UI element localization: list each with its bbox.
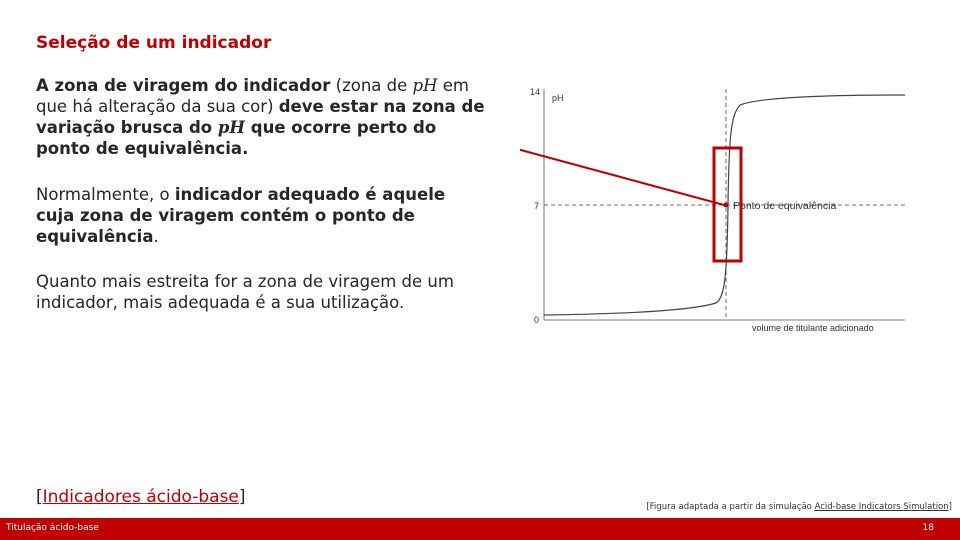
paragraph-adequate-indicator <box>36 184 486 247</box>
y-tick-7: 7 <box>534 201 540 211</box>
p1-bold-2: deve estar na zona de variação brusca do <box>36 97 485 137</box>
paragraph-indicator-zone <box>36 75 486 159</box>
p2-text-1: Normalmente, o <box>36 185 175 204</box>
slide-title: Seleção de um indicador <box>36 33 272 53</box>
caption-prefix: [Figura adaptada a partir da simulação <box>646 502 815 512</box>
paragraph-narrow-zone: Quanto mais estreita for a zona de viragem de um indicador, mais adequada é a sua utilização. <box>36 272 454 312</box>
y-tick-14: 14 <box>530 87 541 97</box>
footer-topic: Titulação ácido-base <box>6 523 99 533</box>
p1-text-1: (zona de <box>330 76 413 95</box>
y-tick-0: 0 <box>534 315 540 325</box>
indicators-link[interactable]: Indicadores ácido-base <box>42 487 239 507</box>
link-close-bracket: ] <box>238 487 246 507</box>
caption-simulation-link[interactable]: Acid-base Indicators Simulation <box>814 502 949 512</box>
pointer-line <box>520 126 724 205</box>
equivalence-point-marker <box>724 203 729 208</box>
p1-text-2: em que há alteração da sua cor) <box>36 76 469 116</box>
x-axis-label: volume de titulante adicionado <box>752 323 874 333</box>
p2-bold-1: indicador adequado é aquele cuja zona de viragem contém o ponto de equivalência <box>36 185 446 246</box>
caption-suffix: ] <box>948 502 952 512</box>
figure-caption <box>646 502 952 512</box>
page-number: 18 <box>922 523 934 533</box>
p1-var-ph-bold: pH <box>217 118 246 137</box>
footer-bar <box>0 518 960 540</box>
equivalence-point-label: Ponto de equivalência <box>733 200 837 212</box>
p1-bold-1: A zona de viragem do indicador <box>36 76 331 95</box>
p1-var-ph: pH <box>412 76 438 95</box>
p2-text-2: . <box>153 227 159 246</box>
link-open-bracket: [ <box>36 487 43 507</box>
y-axis-label: pH <box>552 93 564 103</box>
titration-curve-figure <box>520 75 920 340</box>
indicators-link-wrapper <box>36 487 246 507</box>
p1-bold-3: que ocorre perto do ponto de equivalência. <box>36 118 437 158</box>
